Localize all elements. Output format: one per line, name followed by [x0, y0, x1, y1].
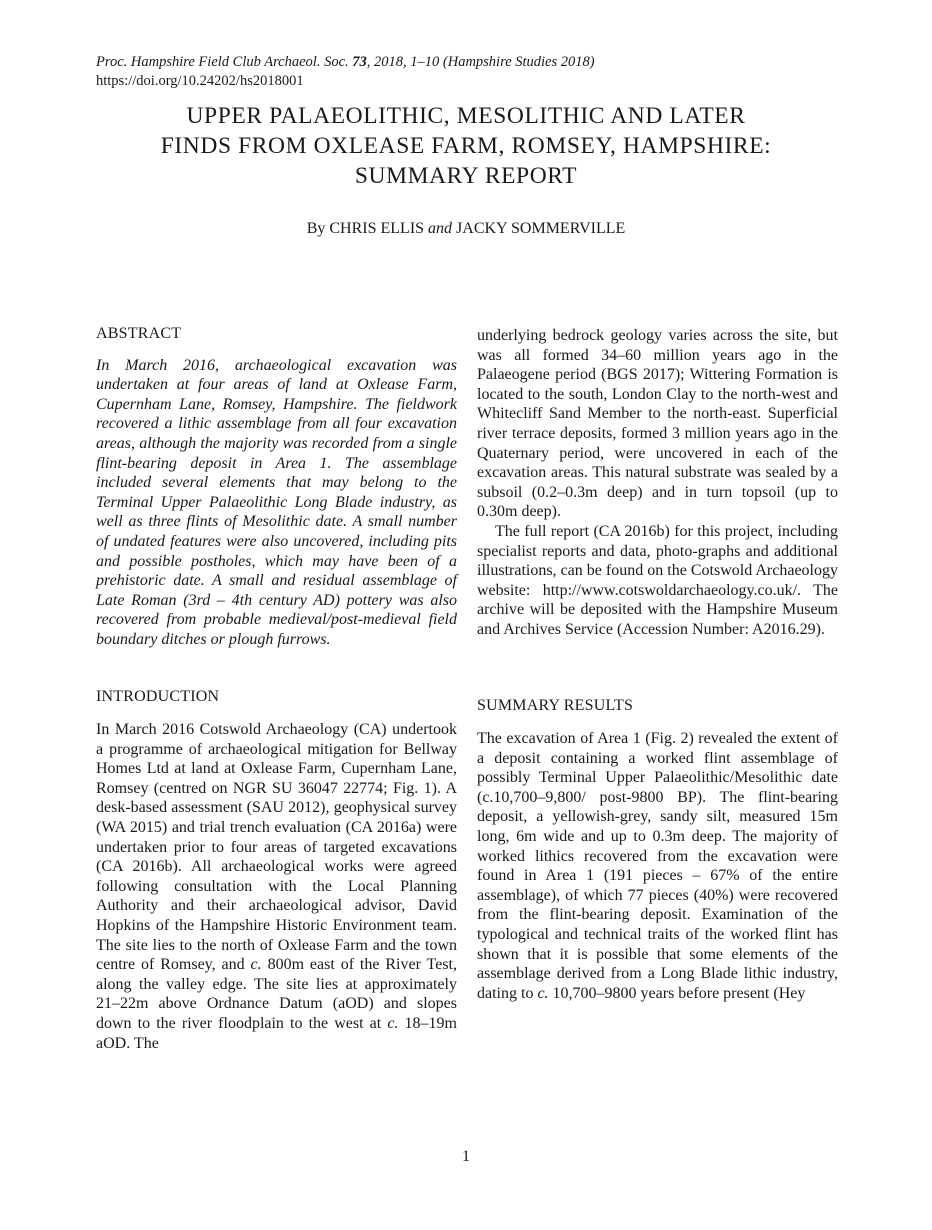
introduction-paragraph [96, 720, 457, 1053]
abstract-heading: ABSTRACT [96, 325, 182, 342]
intro-text-c: 18–19m aOD. The [96, 1015, 457, 1052]
page-number: 1 [462, 1148, 470, 1165]
left-column [96, 324, 457, 1053]
running-header [96, 53, 595, 91]
summary-paragraph [477, 729, 838, 1003]
summary-text-b: 10,700–9800 years before present (Hey [548, 984, 806, 1002]
volume-number: 73 [352, 54, 367, 70]
author-2: JACKY SOMMERVILLE [456, 220, 626, 237]
summary-text-a: The excavation of Area 1 (Fig. 2) revealed the extent of a deposit containing a worked flint assemblage of possibly Terminal Upper Palaeolithic/Mesolithic date (c.10,700–9,800/ post-9800 BP). The flint-bearing deposit, a yellowish-grey, sandy silt, measured 15m long, 6m wide and up to 0.3m deep. The majority of worked lithics recovered from the excavation were found in Area 1 (191 pieces – 67% of the entire assemblage), of which 77 pieces (40%) were recovered from the flint-bearing deposit. Examination of the typological and technical traits of the worked flint has shown that it is possible that some elements of the assemblage derived from a Long Blade lithic industry, dating to [477, 730, 838, 1002]
title-line-1: UPPER PALAEOLITHIC, MESOLITHIC AND LATER [186, 103, 746, 129]
summary-results-heading: SUMMARY RESULTS [477, 696, 634, 714]
intro-text-b: 800m east of the River Test, along the valley edge. The site lies at approximately 21–22m above Ordnance Datum (aOD) and slopes down to the river floodplain to the west at [96, 956, 457, 1032]
journal-citation [96, 53, 595, 72]
intro-text-a: In March 2016 Cotswold Archaeology (CA) undertook a programme of archaeological mitigation for Bellway Homes Ltd at land at Oxlease Farm, Cupernham Lane, Romsey (centred on NGR SU 36047 22774; Fig. 1). A desk-based assessment (SAU 2012), geophysical survey (WA 2015) and trial trench evaluation (CA 2016a) were undertaken prior to four areas of targeted excavations (CA 2016b). All archaeological works were agreed following consultation with the Local Planning Authority and their archaeological advisor, David Hopkins of the Hampshire Historic Environment team. The site lies to the north of Oxlease Farm and the town centre of Romsey, and [96, 721, 457, 974]
right-column [477, 326, 838, 1003]
geology-paragraph: underlying bedrock geology varies across the site, but was all formed 34–60 million years ago in the Palaeogene period (BGS 2017); Wittering Formation is located to the south, London Clay to the north-west and Whitecliff Sand Member to the north-east. Superficial river terrace deposits, formed 3 million years ago in the Quaternary period, were uncovered in each of the excavation areas. This natural substrate was sealed by a subsoil (0.2–0.3m deep) and in turn topsoil (up to 0.30m deep). [477, 327, 838, 521]
circa-abbrev: c. [387, 1015, 399, 1032]
circa-abbrev: c. [537, 984, 549, 1002]
byline-prefix: By [306, 220, 330, 237]
author-1: CHRIS ELLIS [329, 220, 425, 237]
circa-abbrev: c. [250, 956, 262, 974]
title-line-2: FINDS FROM OXLEASE FARM, ROMSEY, HAMPSHIRE: [160, 133, 772, 159]
doi-link[interactable]: https://doi.org/10.24202/hs2018001 [96, 73, 304, 89]
byline-conjunction: and [424, 220, 457, 237]
abstract-text: In March 2016, archaeological excavation was undertaken at four areas of land at Oxlease Farm, Cupernham Lane, Romsey, Hampshire. The fieldwork recovered a lithic assemblage from all four excavation areas, although the majority was recorded from a single flint-bearing deposit in Area 1. The assemblage included several elements that may belong to the Terminal Upper Palaeolithic Long Blade industry, as well as three flints of Mesolithic date. A small number of undated features were also uncovered, including pits and possible postholes, which may have been of a prehistoric date. A small and residual assemblage of Late Roman (3rd – 4th century AD) pottery was also recovered from probable medieval/post-medieval field boundary ditches or plough furrows. [96, 356, 457, 648]
paper-title [96, 101, 836, 191]
title-line-3: SUMMARY REPORT [354, 163, 578, 189]
journal-details: , 2018, 1–10 (Hampshire Studies 2018) [366, 54, 595, 70]
full-report-paragraph: The full report (CA 2016b) for this project, including specialist reports and data, photo-graphs and additional illustrations, can be found on the Cotswold Archaeology website: http://www.cotswoldarchaeology.co.uk/. The archive will be deposited with the Hampshire Museum and Archives Service (Accession Number: A2016.29). [477, 522, 838, 638]
journal-name: Proc. Hampshire Field Club Archaeol. Soc. [96, 54, 353, 70]
introduction-heading: INTRODUCTION [96, 687, 220, 705]
byline [96, 220, 836, 238]
